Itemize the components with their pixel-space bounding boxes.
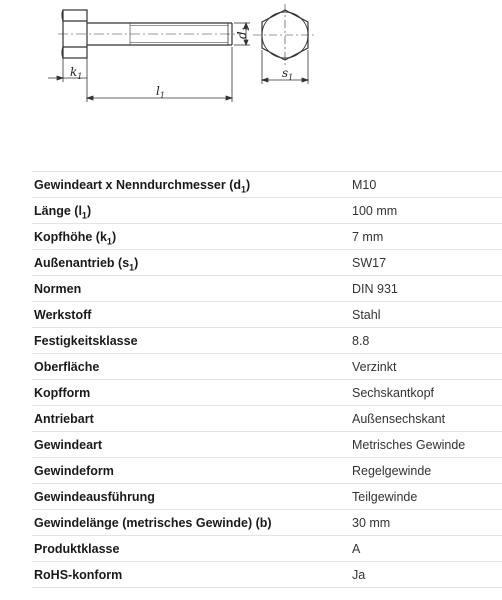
table-row	[32, 510, 502, 536]
spec-value: 30 mm	[352, 510, 502, 536]
table-row	[32, 458, 502, 484]
spec-label-text: Gewindeart x Nenndurchmesser (d	[34, 177, 242, 192]
spec-label-subscript: 1	[106, 236, 112, 246]
spec-table	[32, 171, 502, 588]
label-l1: $l_1$	[156, 84, 165, 100]
spec-label	[32, 510, 352, 536]
spec-label	[32, 406, 352, 432]
label-d1: $d_1$	[235, 26, 251, 39]
spec-table-body	[32, 172, 502, 588]
spec-value: Metrisches Gewinde	[352, 432, 502, 458]
spec-label-text: Antriebart	[34, 411, 94, 426]
table-row	[32, 406, 502, 432]
spec-label-text: Gewindeart	[34, 437, 103, 452]
spec-label-text: Produktklasse	[34, 541, 120, 556]
spec-label-subscript: 1	[129, 262, 135, 272]
table-row	[32, 198, 502, 224]
spec-value: 8.8	[352, 328, 502, 354]
spec-label-text: Gewindeausführung	[34, 489, 155, 504]
spec-value: 7 mm	[352, 224, 502, 250]
table-row	[32, 276, 502, 302]
table-row	[32, 536, 502, 562]
spec-label-suffix: )	[134, 255, 139, 270]
spec-label-text: Festigkeitsklasse	[34, 333, 138, 348]
table-row	[32, 484, 502, 510]
spec-value: Außensechskant	[352, 406, 502, 432]
spec-label-suffix: )	[246, 177, 251, 192]
spec-label-text: Außenantrieb (s	[34, 255, 130, 270]
spec-label-subscript: 1	[241, 184, 247, 194]
spec-label	[32, 484, 352, 510]
table-row	[32, 562, 502, 588]
table-row	[32, 432, 502, 458]
spec-label	[32, 458, 352, 484]
spec-label	[32, 172, 352, 198]
spec-label	[32, 536, 352, 562]
spec-label	[32, 250, 352, 276]
table-row	[32, 250, 502, 276]
spec-label	[32, 328, 352, 354]
spec-value: Verzinkt	[352, 354, 502, 380]
table-row	[32, 224, 502, 250]
label-s1: $s_1$	[282, 66, 294, 82]
spec-label-text: RoHS-konform	[34, 567, 123, 582]
spec-label-text: Gewindelänge (metrisches Gewinde) (b)	[34, 515, 272, 530]
spec-label-text: Oberfläche	[34, 359, 100, 374]
spec-label	[32, 224, 352, 250]
spec-value: Stahl	[352, 302, 502, 328]
spec-value: Ja	[352, 562, 502, 588]
table-row	[32, 172, 502, 198]
spec-value: 100 mm	[352, 198, 502, 224]
spec-label-subscript: 1	[81, 210, 87, 220]
table-row	[32, 354, 502, 380]
table-row	[32, 380, 502, 406]
spec-label-text: Gewindeform	[34, 463, 114, 478]
spec-value: Sechskantkopf	[352, 380, 502, 406]
spec-label-suffix: )	[86, 203, 92, 218]
spec-label	[32, 562, 352, 588]
spec-value: A	[352, 536, 502, 562]
spec-label	[32, 302, 352, 328]
spec-value: Regelgewinde	[352, 458, 502, 484]
spec-label-suffix: )	[111, 229, 117, 244]
table-row	[32, 302, 502, 328]
spec-label	[32, 380, 352, 406]
spec-value: SW17	[352, 250, 502, 276]
spec-label	[32, 198, 352, 224]
spec-label	[32, 432, 352, 458]
table-row	[32, 328, 502, 354]
bolt-technical-drawing	[0, 0, 502, 130]
spec-label-text: Werkstoff	[34, 307, 92, 322]
spec-label-text: Normen	[34, 281, 82, 296]
spec-label-text: Kopfhöhe (k	[34, 229, 107, 244]
spec-value: M10	[352, 172, 502, 198]
bolt-head-end-view	[253, 4, 317, 66]
label-k1: $k_1$	[70, 65, 83, 81]
spec-value: DIN 931	[352, 276, 502, 302]
spec-label	[32, 354, 352, 380]
spec-label	[32, 276, 352, 302]
spec-value: Teilgewinde	[352, 484, 502, 510]
bolt-drawing-svg	[0, 0, 502, 130]
spec-label-text: Kopfform	[34, 385, 91, 400]
spec-label-text: Länge (l	[34, 203, 82, 218]
